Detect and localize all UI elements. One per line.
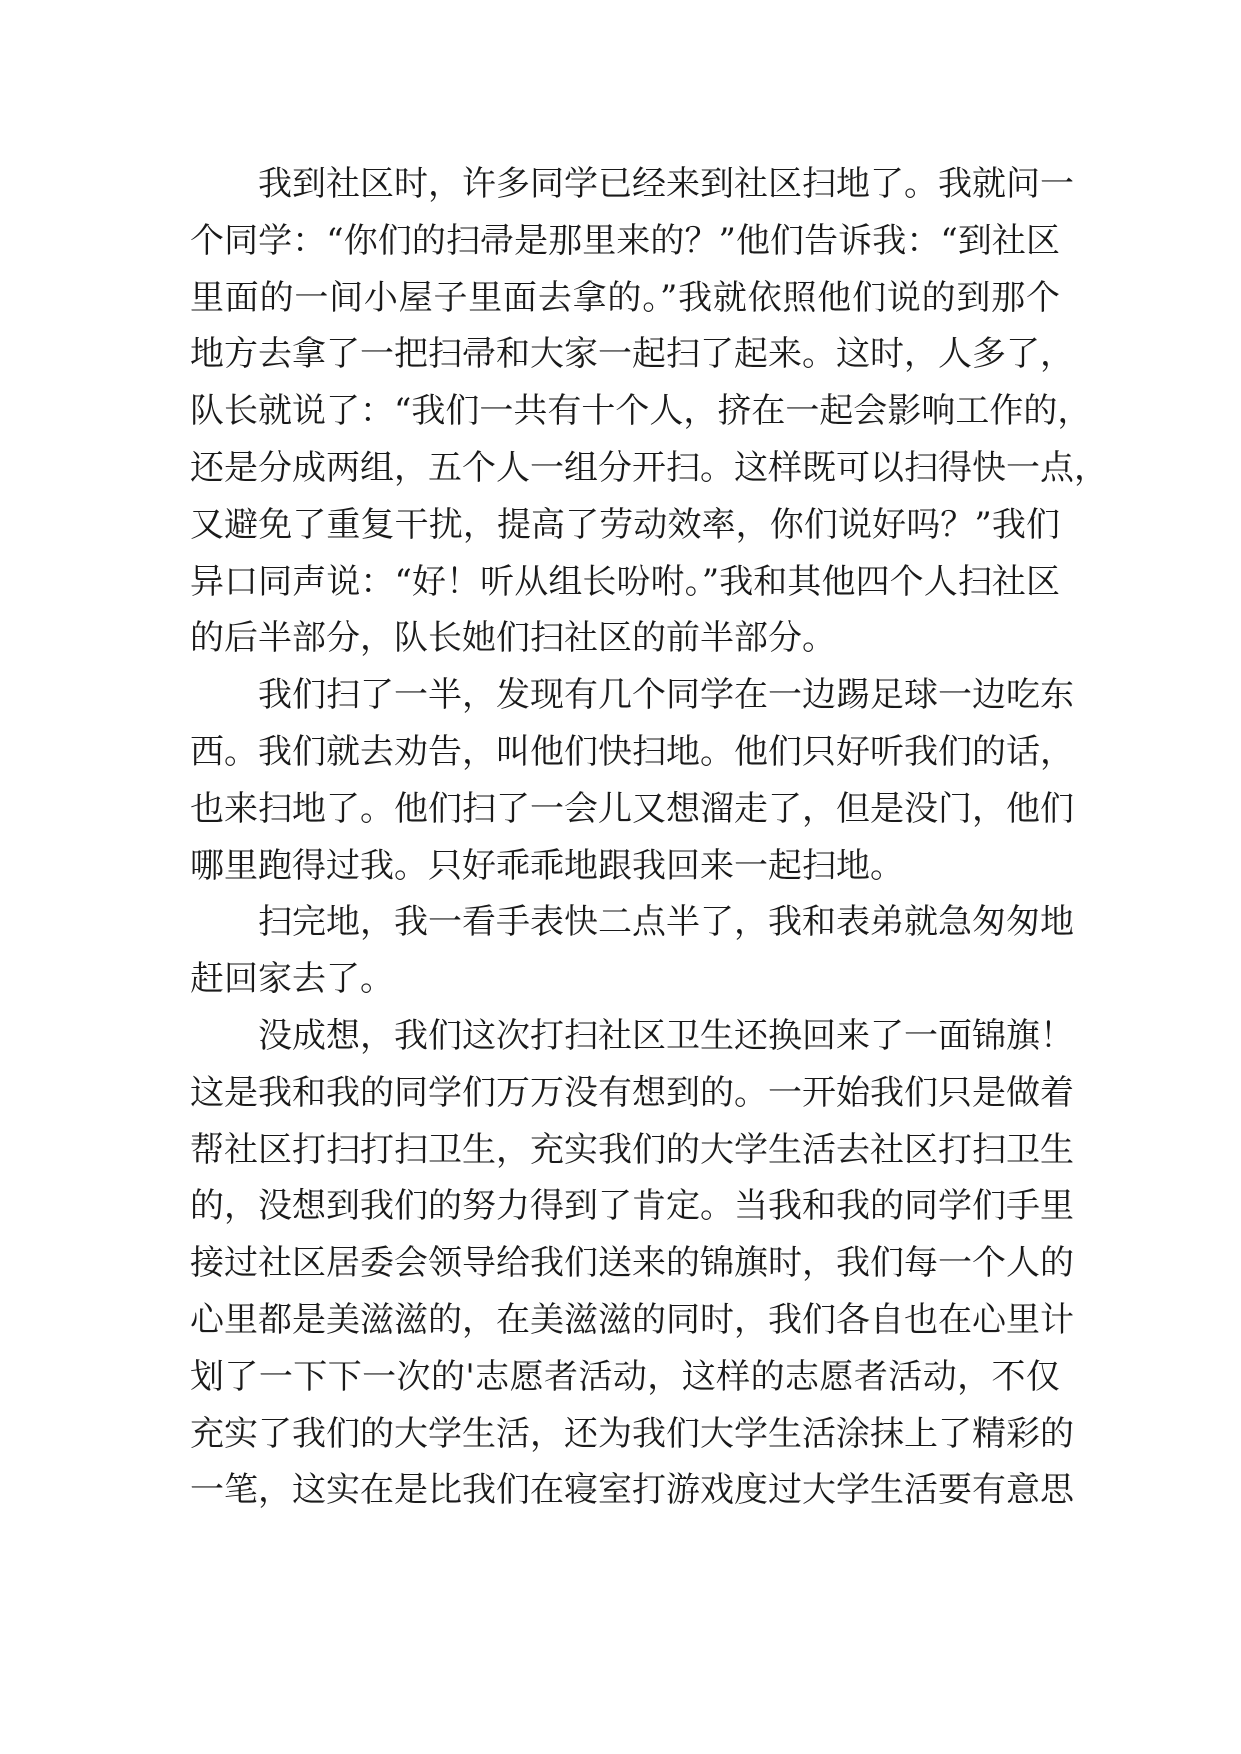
text-line: 西。我们就去劝告，叫他们快扫地。他们只好听我们的话， xyxy=(190,731,1074,772)
text-line: 我到社区时，许多同学已经来到社区扫地了。我就问一 xyxy=(258,164,1074,204)
text-line: 又避免了重复干扰，提高了劳动效率，你们说好吗？”我们 xyxy=(190,504,1060,545)
text-line: 的，没想到我们的努力得到了肯定。当我和我的同学们手里 xyxy=(190,1186,1074,1227)
text-line: 帮社区打扫打扫卫生，充实我们的大学生活去社区打扫卫生 xyxy=(190,1129,1074,1170)
paragraph-4 xyxy=(190,1008,1074,1519)
text-line: 一笔，这实在是比我们在寝室打游戏度过大学生活要有意思 xyxy=(190,1470,1074,1511)
text-line: 划了一下下一次的'志愿者活动，这样的志愿者活动，不仅 xyxy=(190,1356,1060,1397)
text-line: 这是我和我的同学们万万没有想到的。一开始我们只是做着 xyxy=(190,1072,1074,1113)
text-line: 接过社区居委会领导给我们送来的锦旗时，我们每一个人的 xyxy=(190,1243,1074,1284)
text-line: 哪里跑得过我。只好乖乖地跟我回来一起扫地。 xyxy=(190,845,904,886)
text-line: 我们扫了一半，发现有几个同学在一边踢足球一边吃东 xyxy=(258,675,1074,716)
text-line: 的后半部分，队长她们扫社区的前半部分。 xyxy=(190,618,836,659)
text-line: 还是分成两组，五个人一组分开扫。这样既可以扫得快一点， xyxy=(190,447,1108,488)
text-line: 没成想，我们这次打扫社区卫生还换回来了一面锦旗！ xyxy=(258,1015,1074,1056)
text-line: 异口同声说：“好！听从组长吩咐。”我和其他四个人扫社区 xyxy=(190,561,1060,602)
text-line: 心里都是美滋滋的，在美滋滋的同时，我们各自也在心里计 xyxy=(190,1299,1074,1340)
text-line: 地方去拿了一把扫帚和大家一起扫了起来。这时，人多了， xyxy=(190,334,1074,375)
text-line: 队长就说了：“我们一共有十个人，挤在一起会影响工作的， xyxy=(190,391,1092,432)
text-line: 扫完地，我一看手表快二点半了，我和表弟就急匆匆地 xyxy=(258,902,1074,943)
text-line: 充实了我们的大学生活，还为我们大学生活涂抹上了精彩的 xyxy=(190,1413,1074,1454)
text-line: 也来扫地了。他们扫了一会儿又想溜走了，但是没门，他们 xyxy=(190,788,1074,829)
text-line: 个同学：“你们的扫帚是那里来的？”他们告诉我：“到社区 xyxy=(190,220,1060,261)
text-line: 里面的一间小屋子里面去拿的。”我就依照他们说的到那个 xyxy=(190,277,1060,318)
document-body xyxy=(190,156,1108,1519)
paragraph-1 xyxy=(190,156,1108,667)
text-line: 赶回家去了。 xyxy=(190,959,394,1000)
paragraph-2 xyxy=(190,667,1074,894)
paragraph-3 xyxy=(190,894,1074,1008)
